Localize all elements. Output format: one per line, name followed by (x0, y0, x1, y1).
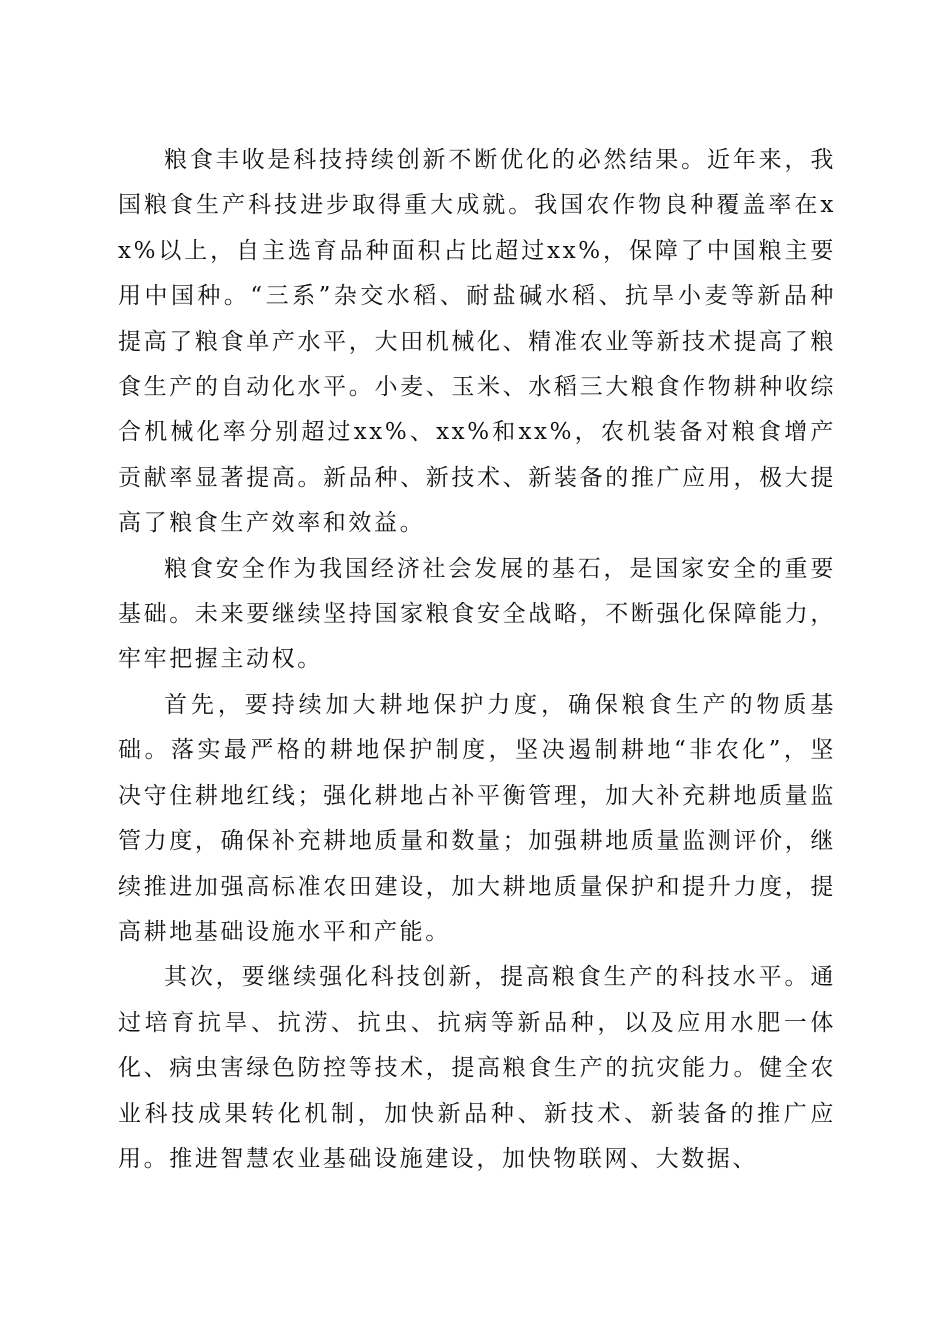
paragraph-farmland-protection: 首先，要持续加大耕地保护力度，确保粮食生产的物质基础。落实最严格的耕地保护制度，坚决遏制耕地“非农化”，坚决守住耕地红线；强化耕地占补平衡管理，加大补充耕地质量监管力度，确保补充耕地质量和数量；加强耕地质量监测评价，继续推进加强高标准农田建设，加大耕地质量保护和提升力度，提高耕地基础设施水平和产能。 (118, 691, 836, 945)
document-body (118, 138, 836, 1182)
paragraph-food-security-foundation: 粮食安全作为我国经济社会发展的基石，是国家安全的重要基础。未来要继续坚持国家粮食安全战略，不断强化保障能力，牢牢把握主动权。 (118, 555, 836, 673)
paragraph-grain-harvest-tech: 粮食丰收是科技持续创新不断优化的必然结果。近年来，我国粮食生产科技进步取得重大成就。我国农作物良种覆盖率在xx%以上，自主选育品种面积占比超过xx%，保障了中国粮主要用中国种。“三系”杂交水稻、耐盐碱水稻、抗旱小麦等新品种提高了粮食单产水平，大田机械化、精准农业等新技术提高了粮食生产的自动化水平。小麦、玉米、水稻三大粮食作物耕种收综合机械化率分别超过xx%、xx%和xx%，农机装备对粮食增产贡献率显著提高。新品种、新技术、新装备的推广应用，极大提高了粮食生产效率和效益。 (118, 147, 836, 537)
paragraph-tech-innovation: 其次，要继续强化科技创新，提高粮食生产的科技水平。通过培育抗旱、抗涝、抗虫、抗病等新品种，以及应用水肥一体化、病虫害绿色防控等技术，提高粮食生产的抗灾能力。健全农业科技成果转化机制，加快新品种、新技术、新装备的推广应用。推进智慧农业基础设施建设，加快物联网、大数据、 (118, 964, 836, 1172)
